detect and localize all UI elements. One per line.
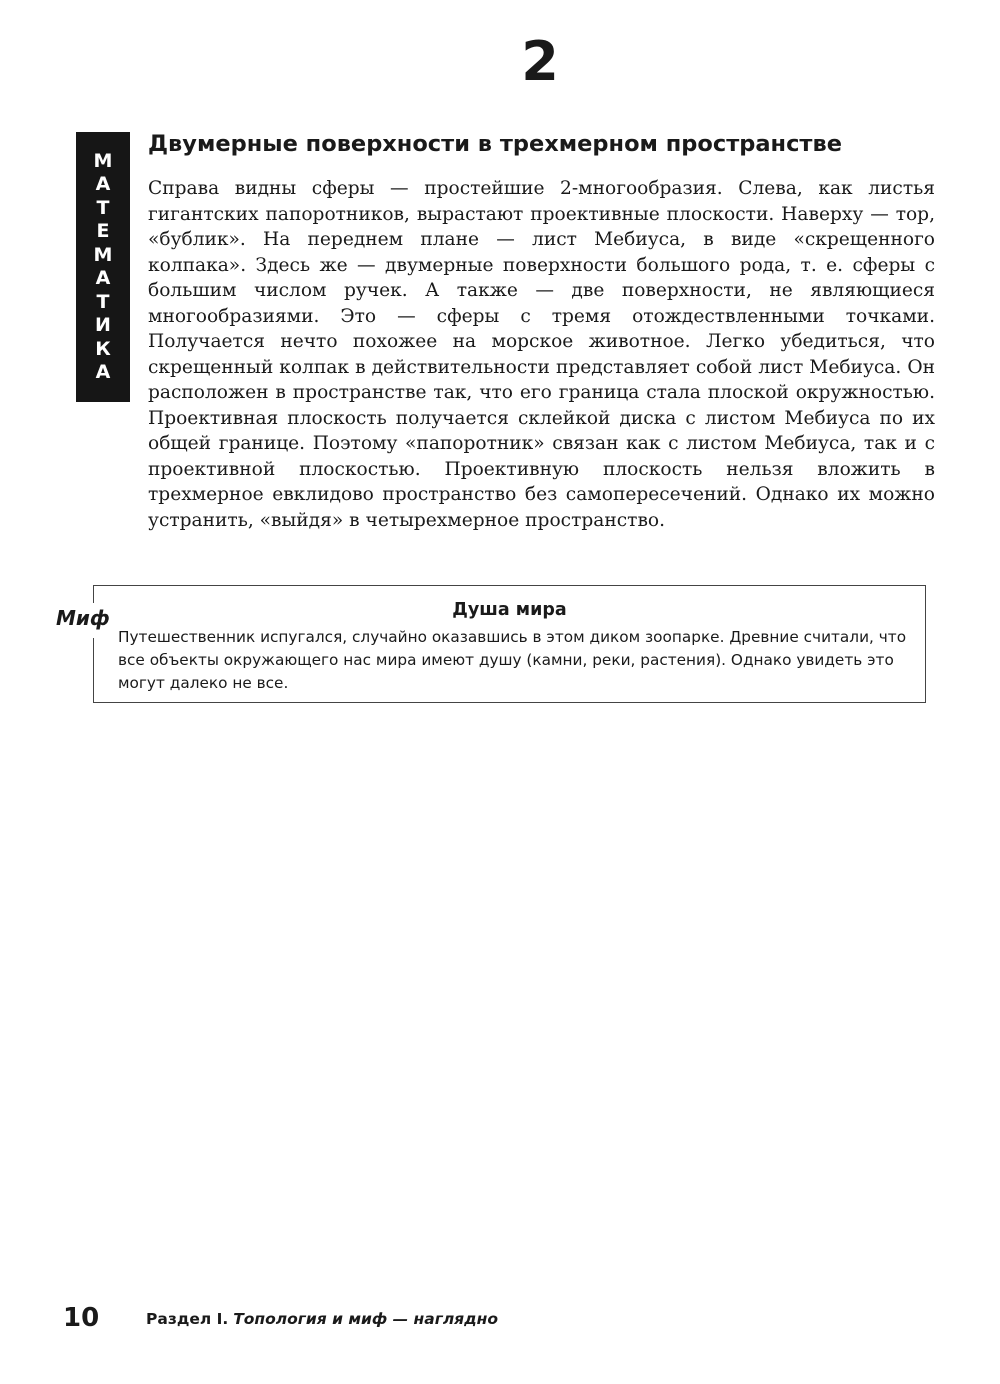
side-letter: А <box>95 173 111 195</box>
section-label: Раздел I. <box>146 1310 229 1328</box>
side-letter: М <box>93 149 113 172</box>
side-letter: Т <box>96 290 110 313</box>
subject-side-label <box>76 132 130 402</box>
side-letter: И <box>95 314 111 336</box>
chapter-number: 2 <box>521 30 559 93</box>
side-letter: Т <box>96 196 110 219</box>
section-title: Топология и миф — наглядно <box>233 1310 498 1328</box>
footer-section <box>146 1307 498 1331</box>
myth-text: Путешественник испугался, случайно оказавшись в этом диком зоопарке. Древние считали, что все объекты окружающего нас мира имеют душу (камни, реки, растения). Однако увидеть это могут далеко не все. <box>118 628 907 692</box>
page-number: 10 <box>63 1303 100 1333</box>
article-heading: Двумерные поверхности в трехмерном пространстве <box>148 131 842 157</box>
article-body: Справа видны сферы — простейшие 2-многообразия. Слева, как листья гигантских папоротников, вырастают проективные плоскости. Наверху — тор, «бублик». На переднем плане — лист Мебиуса, в виде «скрещенного колпака». Здесь же — двумерные поверхности большого рода, т. е. сферы с большим числом ручек. А также — две поверхности, не являющиеся многообразиями. Это — сферы с тремя отождествленными точками. Получается нечто похожее на морское животное. Легко убедиться, что скрещенный колпак в действительности представляет собой лист Мебиуса. Он расположен в пространстве так, что его граница стала плоской окружностью. Проективная плоскость получается склейкой диска с листом Мебиуса по их общей границе. Поэтому «папоротник» связан как с листом Мебиуса, так и с проективной плоскостью. Проективную плоскость нельзя вложить в трехмерное евклидово пространство без самопересечений. Однако их можно устранить, «выйдя» в четырехмерное пространство. <box>148 178 935 531</box>
myth-box-left-border-bottom <box>93 638 94 703</box>
side-letter: Е <box>96 220 110 242</box>
myth-title: Душа мира <box>452 600 567 620</box>
side-letter: А <box>95 361 111 383</box>
myth-label: Миф <box>56 604 114 632</box>
side-letter: М <box>93 243 113 266</box>
side-letter: А <box>95 267 111 289</box>
side-letter: К <box>95 337 111 360</box>
